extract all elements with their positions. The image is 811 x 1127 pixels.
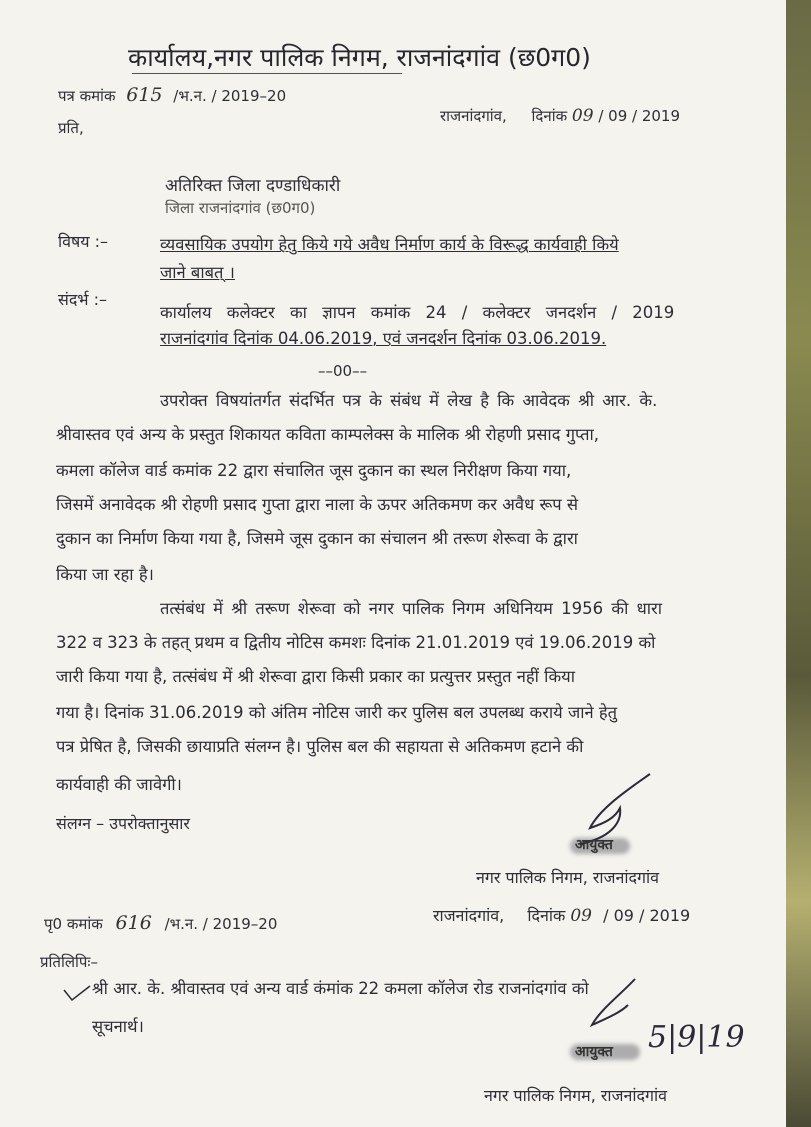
signature-2-line: नगर पालिक निगम, राजनांदगांव bbox=[484, 1086, 668, 1105]
recipient-line-2: जिला राजनांदगांव (छ0ग0) bbox=[165, 199, 316, 217]
tick-mark-icon bbox=[62, 984, 92, 1004]
para2-line-6: कार्यवाही की जावेगी। bbox=[56, 775, 182, 794]
signature-2-scribble bbox=[580, 975, 650, 1035]
copy-ref-date: राजनांदगांव, दिनांक 09 / 09 / 2019 bbox=[433, 906, 691, 926]
background-edge bbox=[786, 0, 811, 1127]
to-label: प्रति, bbox=[58, 119, 84, 137]
para2-line-2: 322 व 323 के तहत् प्रथम व द्वितीय नोटिस कमशः दिनांक 21.01.2019 एवं 19.06.2019 को bbox=[56, 633, 656, 652]
signature-1-line: नगर पालिक निगम, राजनांदगांव bbox=[476, 868, 660, 887]
letter-number: पत्र कमांक 615 /भ.न. / 2019–20 bbox=[58, 84, 287, 106]
signature-2-title: आयुक्त bbox=[575, 1044, 613, 1060]
copy-to-line-1: श्री आर. के. श्रीवास्तव एवं अन्य वार्ड कंमांक 22 कमला कॉलेज रोड राजनांदगांव को bbox=[92, 979, 589, 998]
para1-line-2: श्रीवास्तव एवं अन्य के प्रस्तुत शिकायत कविता काम्पलेक्स के मालिक श्री रोहणी प्रसाद गुप्ता, bbox=[56, 425, 600, 444]
letter-date: राजनांदगांव, दिनांक 09 / 09 / 2019 bbox=[440, 106, 681, 126]
reference-line-1: कार्यालय कलेक्टर का ज्ञापन कमांक 24 / कलेक्टर जनदर्शन / 2019 bbox=[160, 303, 675, 322]
recipient-line-1: अतिरिक्त जिला दण्डाधिकारी bbox=[165, 176, 341, 196]
subject-label: विषय :– bbox=[58, 232, 109, 251]
para1-line-6: किया जा रहा है। bbox=[56, 565, 154, 584]
para1-line-3: कमला कॉलेज वार्ड कमांक 22 द्वारा संचालित जूस दुकान का स्थल निरीक्षण किया गया, bbox=[56, 461, 572, 480]
subject-line-2: जाने बाबत् । bbox=[160, 263, 235, 282]
para1-line-1: उपरोक्त विषयांतर्गत संदर्भित पत्र के संबंध में लेख है कि आवेदक श्री आर. के. bbox=[160, 391, 658, 410]
signature-1-title: आयुक्त bbox=[575, 837, 613, 853]
para2-line-5: पत्र प्रेषित है, जिसकी छायाप्रति संलग्न है। पुलिस बल की सहायता से अतिकमण हटाने की bbox=[56, 737, 584, 756]
subject-line-1: व्यवसायिक उपयोग हेतु किये गये अवैध निर्माण कार्य के विरूद्ध कार्यवाही किये bbox=[160, 235, 619, 254]
enclosure: संलग्न – उपरोक्तानुसार bbox=[56, 814, 190, 833]
reference-line-2: राजनांदगांव दिनांक 04.06.2019, एवं जनदर्शन दिनांक 03.06.2019. bbox=[160, 329, 607, 348]
para2-line-1: तत्संबंध में श्री तरूण शेरूवा को नगर पालिक निगम अधिनियम 1956 की धारा bbox=[160, 599, 663, 618]
handwritten-date: 5|9|19 bbox=[648, 1020, 745, 1055]
para1-line-5: दुकान का निर्माण किया गया है, जिसमे जूस दुकान का संचालन श्री तरूण शेरूवा के द्वारा bbox=[56, 529, 578, 548]
para2-line-4: गया है। दिनांक 31.06.2019 को अंतिम नोटिस जारी कर पुलिस बल उपलब्ध कराये जाने हेतु bbox=[56, 703, 618, 722]
divider: ––00–– bbox=[318, 362, 368, 380]
para2-line-3: जारी किया गया है, तत्संबंध में श्री शेरूवा द्वारा किसी प्रकार का प्रत्युत्तर प्रस्तुत नहीं किया bbox=[56, 667, 575, 686]
copy-to-label: प्रतिलिपिः– bbox=[40, 953, 98, 971]
copy-to-line-2: सूचनार्थ। bbox=[92, 1017, 144, 1036]
para1-line-4: जिसमें अनावेदक श्री रोहणी प्रसाद गुप्ता द्वारा नाला के ऊपर अतिकमण कर अवैध रूप से bbox=[56, 495, 579, 514]
reference-label: संदर्भ :– bbox=[58, 290, 108, 309]
office-title: कार्यालय,नगर पालिक निगम, राजनांदगांव (छ0ग0) bbox=[128, 43, 591, 72]
copy-ref-number: पृ0 कमांक 616 /भ.न. / 2019–20 bbox=[44, 912, 278, 934]
